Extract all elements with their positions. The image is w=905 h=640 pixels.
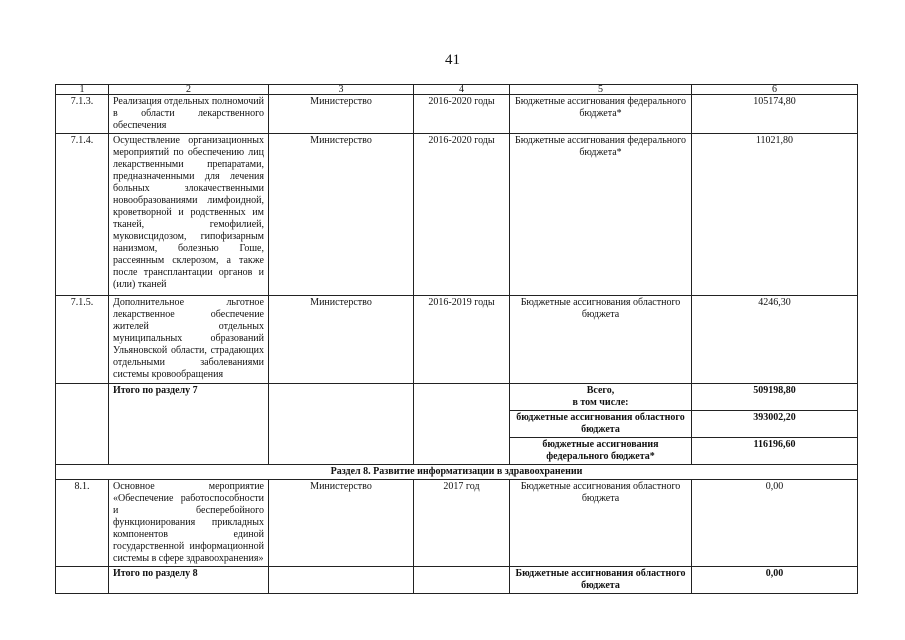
empty-cell bbox=[56, 567, 109, 594]
column-number: 1 bbox=[56, 85, 109, 95]
table-row bbox=[56, 95, 858, 134]
funding-source: Бюджетные ассигнования областного бюджета bbox=[510, 296, 692, 384]
section-title: Раздел 8. Развитие информатизации в здравоохранении bbox=[56, 465, 858, 480]
total-row bbox=[56, 567, 858, 594]
total-caption bbox=[510, 384, 692, 411]
total-row bbox=[56, 384, 858, 411]
column-number: 3 bbox=[269, 85, 414, 95]
empty-cell bbox=[414, 384, 510, 465]
section-total-label: Итого по разделу 8 bbox=[109, 567, 269, 594]
period: 2017 год bbox=[414, 480, 510, 567]
table-row bbox=[56, 134, 858, 296]
section-header-row bbox=[56, 465, 858, 480]
funding-source: бюджетные ассигнования федерального бюджета* bbox=[510, 438, 692, 465]
column-number: 2 bbox=[109, 85, 269, 95]
column-number: 4 bbox=[414, 85, 510, 95]
section-total-label: Итого по разделу 7 bbox=[109, 384, 269, 465]
column-number: 5 bbox=[510, 85, 692, 95]
row-number: 7.1.5. bbox=[56, 296, 109, 384]
amount: 116196,60 bbox=[692, 438, 858, 465]
total-amount: 509198,80 bbox=[692, 384, 858, 411]
total-caption-line2: в том числе: bbox=[572, 397, 629, 408]
activity-name: Основное мероприятие «Обеспечение работоспособности и бесперебойного функционирования прикладных компонентов единой государственной информационной системы в сфере здравоохранения» bbox=[109, 480, 269, 567]
column-number-row bbox=[56, 85, 858, 95]
amount: 0,00 bbox=[692, 567, 858, 594]
funding-source: Бюджетные ассигнования областного бюджета bbox=[510, 567, 692, 594]
amount: 11021,80 bbox=[692, 134, 858, 296]
empty-cell bbox=[269, 567, 414, 594]
funding-source: Бюджетные ассигнования областного бюджета bbox=[510, 480, 692, 567]
period: 2016-2020 годы bbox=[414, 134, 510, 296]
page-number: 41 bbox=[445, 52, 460, 68]
executor: Министерство bbox=[269, 134, 414, 296]
empty-cell bbox=[269, 384, 414, 465]
amount: 105174,80 bbox=[692, 95, 858, 134]
amount: 0,00 bbox=[692, 480, 858, 567]
activity-name: Осуществление организационных мероприятий по обеспечению лиц лекарственными препаратами, предназначенными для лечения больных злокачественными новообразованиями лимфоидной, кроветворной и родственных им тканей, гемофилией, муковисцидозом, гипофизарным нанизмом, болезнью Гоше, рассеянным склерозом, а также после трансплантации органов и (или) тканей bbox=[109, 134, 269, 296]
period: 2016-2020 годы bbox=[414, 95, 510, 134]
empty-cell bbox=[56, 384, 109, 465]
table-row bbox=[56, 296, 858, 384]
funding-source: Бюджетные ассигнования федерального бюджета* bbox=[510, 134, 692, 296]
amount: 4246,30 bbox=[692, 296, 858, 384]
total-caption-line1: Всего, bbox=[586, 385, 615, 396]
activity-name: Дополнительное льготное лекарственное обеспечение жителей отдельных муниципальных образований Ульяновской области, страдающих отдельными заболеваниями системы кровообращения bbox=[109, 296, 269, 384]
empty-cell bbox=[414, 567, 510, 594]
row-number: 8.1. bbox=[56, 480, 109, 567]
funding-source: бюджетные ассигнования областного бюджета bbox=[510, 411, 692, 438]
row-number: 7.1.3. bbox=[56, 95, 109, 134]
program-table bbox=[55, 84, 858, 594]
executor: Министерство bbox=[269, 480, 414, 567]
column-number: 6 bbox=[692, 85, 858, 95]
amount: 393002,20 bbox=[692, 411, 858, 438]
period: 2016-2019 годы bbox=[414, 296, 510, 384]
funding-source: Бюджетные ассигнования федерального бюджета* bbox=[510, 95, 692, 134]
row-number: 7.1.4. bbox=[56, 134, 109, 296]
activity-name: Реализация отдельных полномочий в области лекарственного обеспечения bbox=[109, 95, 269, 134]
executor: Министерство bbox=[269, 95, 414, 134]
table-row bbox=[56, 480, 858, 567]
executor: Министерство bbox=[269, 296, 414, 384]
